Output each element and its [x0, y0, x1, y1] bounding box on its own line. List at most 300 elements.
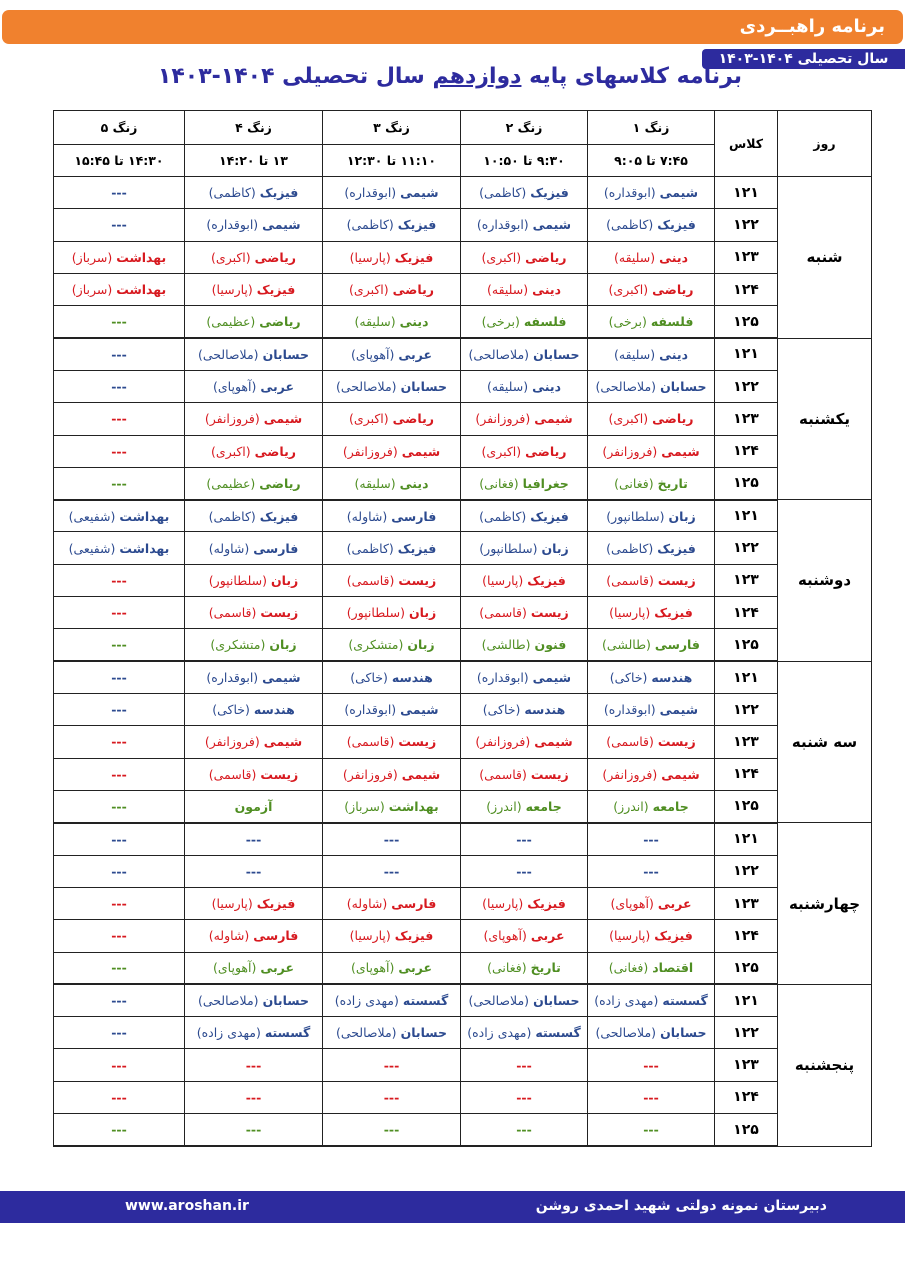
subject-name: شیمی [262, 217, 301, 233]
teacher-name: (آهوپای) [610, 896, 654, 912]
class-number: ۱۲۵ [715, 467, 778, 499]
subject-name: شیمی [262, 670, 301, 686]
teacher-name: (کاظمی) [208, 185, 256, 201]
class-number: ۱۲۳ [715, 403, 778, 435]
subject-name: --- [516, 1122, 532, 1138]
teacher-name: (ملاصالحی) [595, 1025, 657, 1041]
subject-name: --- [111, 185, 127, 201]
lesson-cell [185, 564, 323, 596]
teacher-name: (ملاصالحی) [197, 993, 259, 1009]
header-time-2: ۹:۳۰ تا ۱۰:۵۰ [461, 145, 588, 177]
teacher-name: (سلطانپور) [606, 508, 665, 524]
lesson-cell [54, 1049, 185, 1081]
lesson-cell [54, 564, 185, 596]
table-row [54, 306, 872, 338]
lesson-cell [588, 823, 715, 855]
header-bell-3: زنگ ۳ [323, 111, 461, 145]
lesson-cell [185, 855, 323, 887]
teacher-name: (قاسمی) [208, 766, 257, 782]
lesson-cell [461, 597, 588, 629]
teacher-name: (قاسمی) [479, 766, 527, 782]
lesson-cell [323, 435, 461, 467]
table-row [54, 629, 872, 661]
teacher-name: (متشکری) [210, 637, 266, 653]
subject-name: --- [643, 863, 659, 879]
teacher-name: (ابوقداره) [344, 702, 397, 718]
lesson-cell [185, 177, 323, 209]
lesson-cell [461, 435, 588, 467]
subject-name: فیزیک [530, 508, 569, 524]
teacher-name: (کاظمی) [346, 217, 394, 233]
teacher-name: (پارسیا) [482, 896, 524, 912]
subject-name: --- [111, 928, 127, 944]
class-number: ۱۲۱ [715, 500, 778, 532]
teacher-name: (ملاصالحی) [468, 346, 530, 362]
subject-name: --- [111, 346, 127, 362]
lesson-cell [588, 855, 715, 887]
teacher-name: (اکبری) [608, 411, 649, 427]
table-row [54, 823, 872, 855]
subject-name: --- [111, 993, 127, 1009]
lesson-cell [461, 855, 588, 887]
subject-name: --- [383, 1057, 400, 1073]
subject-name: فارسی [391, 896, 437, 912]
class-number: ۱۲۱ [715, 338, 778, 370]
lesson-cell [185, 1081, 323, 1113]
teacher-name: (شاوله) [208, 540, 250, 556]
subject-name: دینی [659, 346, 688, 362]
teacher-name: (فغانی) [479, 475, 519, 491]
subject-name: دینی [399, 475, 429, 491]
teacher-name: (پارسیا) [349, 928, 391, 944]
teacher-name: (خاکی) [609, 670, 648, 686]
lesson-cell [54, 241, 185, 273]
table-row [54, 241, 872, 273]
table-row [54, 887, 872, 919]
table-row [54, 920, 872, 952]
subject-name: زبان [270, 572, 299, 588]
lesson-cell [54, 758, 185, 790]
table-row [54, 209, 872, 241]
teacher-name: (قاسمی) [606, 734, 654, 750]
lesson-cell [323, 629, 461, 661]
teacher-name: (برخی) [608, 314, 647, 330]
class-number: ۱۲۵ [715, 790, 778, 822]
year-tag: سال تحصیلی ۱۴۰۴-۱۴۰۳ [702, 49, 905, 69]
teacher-name: (قاسمی) [606, 572, 654, 588]
day-label: دوشنبه [778, 500, 872, 662]
table-row [54, 758, 872, 790]
subject-name: بهداشت [119, 540, 170, 556]
subject-name: --- [245, 831, 262, 847]
subject-name: --- [111, 475, 127, 491]
teacher-name: (فروزانفر) [475, 734, 531, 750]
subject-name: عربی [530, 928, 565, 944]
subject-name: دینی [399, 314, 429, 330]
class-number: ۱۲۱ [715, 177, 778, 209]
lesson-cell [54, 500, 185, 532]
teacher-name: (آهوپای) [351, 346, 395, 362]
subject-name: فیزیک [657, 217, 696, 233]
subject-name: فیزیک [394, 249, 434, 265]
lesson-cell [185, 273, 323, 305]
table-row [54, 564, 872, 596]
teacher-name: (خاکی) [212, 702, 250, 718]
lesson-cell [461, 532, 588, 564]
subject-name: فلسفه [523, 314, 567, 330]
teacher-name: (طالشی) [602, 637, 651, 653]
teacher-name: (ملاصالحی) [197, 346, 259, 362]
day-label: چهارشنبه [778, 823, 872, 985]
lesson-cell [461, 887, 588, 919]
lesson-cell [588, 1114, 715, 1146]
class-number: ۱۲۵ [715, 952, 778, 984]
lesson-cell [323, 273, 461, 305]
lesson-cell [54, 1081, 185, 1113]
subject-name: زبان [668, 508, 696, 524]
lesson-cell [54, 1114, 185, 1146]
subject-name: فیزیک [394, 928, 434, 944]
teacher-name: (سلطانپور) [479, 540, 538, 556]
lesson-cell [588, 403, 715, 435]
lesson-cell [323, 403, 461, 435]
subject-name: فارسی [654, 637, 700, 653]
subject-name: بهداشت [119, 508, 170, 524]
subject-name: حسابان [400, 1025, 448, 1041]
website-link[interactable]: www.aroshan.ir [125, 1198, 249, 1214]
lesson-cell [461, 306, 588, 338]
lesson-cell [185, 661, 323, 693]
table-row [54, 726, 872, 758]
subject-name: زیست [657, 572, 696, 588]
table-row [54, 177, 872, 209]
class-number: ۱۲۲ [715, 532, 778, 564]
teacher-name: (ابوقداره) [476, 217, 529, 233]
teacher-name: (فغانی) [487, 960, 527, 976]
subject-name: فارسی [253, 928, 299, 944]
subject-name: حسابان [660, 1025, 707, 1041]
subject-name: ریاضی [254, 443, 296, 459]
subject-name: عربی [260, 960, 294, 976]
subject-name: شیمی [659, 185, 699, 201]
teacher-name: (فروزانفر) [342, 766, 398, 782]
subject-name: --- [111, 1025, 127, 1041]
lesson-cell [54, 855, 185, 887]
lesson-cell [185, 500, 323, 532]
lesson-cell [185, 952, 323, 984]
lesson-cell [588, 435, 715, 467]
class-number: ۱۲۳ [715, 241, 778, 273]
subject-name: فیزیک [397, 217, 437, 233]
header-bell-1: زنگ ۱ [588, 111, 715, 145]
class-number: ۱۲۱ [715, 823, 778, 855]
lesson-cell [588, 564, 715, 596]
lesson-cell [54, 1017, 185, 1049]
subject-name: --- [111, 637, 127, 653]
table-row [54, 855, 872, 887]
teacher-name: (طالشی) [481, 637, 531, 653]
teacher-name: (سلطانپور) [208, 572, 267, 588]
lesson-cell [588, 306, 715, 338]
table-row [54, 467, 872, 499]
teacher-name: (اکبری) [349, 411, 389, 427]
subject-name: عربی [260, 379, 294, 395]
teacher-name: (مهدی زاده) [467, 1025, 532, 1041]
lesson-cell [185, 758, 323, 790]
lesson-cell [323, 177, 461, 209]
subject-name: --- [245, 1122, 262, 1138]
teacher-name: (ملاصالحی) [595, 379, 657, 395]
teacher-name: (سلیقه) [613, 249, 656, 265]
lesson-cell [54, 306, 185, 338]
lesson-cell [461, 984, 588, 1016]
lesson-cell [461, 790, 588, 822]
table-row [54, 273, 872, 305]
subject-name: هندسه [651, 670, 693, 686]
teacher-name: (اکبری) [211, 443, 251, 459]
title-pre: برنامه کلاسهای پایه [521, 64, 743, 89]
subject-name: هندسه [391, 670, 433, 686]
lesson-cell [54, 435, 185, 467]
table-row [54, 1017, 872, 1049]
subject-name: ریاضی [254, 249, 296, 265]
lesson-cell [461, 241, 588, 273]
subject-name: شیمی [401, 443, 441, 459]
lesson-cell [588, 758, 715, 790]
class-number: ۱۲۳ [715, 564, 778, 596]
lesson-cell [461, 1049, 588, 1081]
subject-name: --- [111, 379, 127, 395]
subject-name: --- [516, 1089, 532, 1105]
subject-name: --- [111, 572, 127, 588]
teacher-name: (مهدی زاده) [594, 993, 659, 1009]
teacher-name: (برخی) [481, 314, 520, 330]
subject-name: حسابان [400, 379, 448, 395]
subject-name: --- [111, 1057, 127, 1073]
teacher-name: (سرباز) [71, 249, 113, 265]
lesson-cell [54, 209, 185, 241]
subject-name: --- [111, 670, 127, 686]
teacher-name: (کاظمی) [346, 540, 394, 556]
subject-name: زیست [398, 572, 437, 588]
teacher-name: (کاظمی) [479, 508, 527, 524]
lesson-cell [588, 887, 715, 919]
subject-name: --- [383, 1122, 400, 1138]
lesson-cell [461, 920, 588, 952]
lesson-cell [323, 694, 461, 726]
class-number: ۱۲۴ [715, 920, 778, 952]
subject-name: --- [383, 1089, 400, 1105]
table-row [54, 984, 872, 1016]
subject-name: زبان [269, 637, 297, 653]
lesson-cell [323, 855, 461, 887]
lesson-cell [588, 532, 715, 564]
teacher-name: (اکبری) [481, 443, 522, 459]
subject-name: --- [111, 1089, 127, 1105]
teacher-name: (پارسیا) [211, 896, 253, 912]
school-name: دبیرستان نمونه دولتی شهید احمدی روشن [535, 1198, 827, 1214]
footer-bar [0, 1191, 905, 1223]
header-time-5: ۱۴:۳۰ تا ۱۵:۴۵ [54, 145, 185, 177]
teacher-name: (آهوپای) [483, 928, 527, 944]
teacher-name: (قاسمی) [208, 605, 257, 621]
lesson-cell [588, 726, 715, 758]
lesson-cell [54, 952, 185, 984]
class-number: ۱۲۵ [715, 306, 778, 338]
table-row [54, 532, 872, 564]
lesson-cell [54, 984, 185, 1016]
subject-name: دینی [532, 282, 561, 298]
subject-name: گسسته [662, 993, 708, 1009]
subject-name: ریاضی [525, 443, 567, 459]
lesson-cell [323, 597, 461, 629]
lesson-cell [185, 694, 323, 726]
header-time-4: ۱۳ تا ۱۴:۲۰ [185, 145, 323, 177]
subject-name: حسابان [533, 346, 580, 362]
lesson-cell [185, 209, 323, 241]
lesson-cell [323, 1114, 461, 1146]
class-number: ۱۲۲ [715, 1017, 778, 1049]
subject-name: --- [643, 1057, 659, 1073]
subject-name: گسسته [402, 993, 449, 1009]
lesson-cell [588, 984, 715, 1016]
lesson-cell [323, 952, 461, 984]
teacher-name: (مهدی زاده) [196, 1025, 261, 1041]
lesson-cell [323, 500, 461, 532]
day-label: سه شنبه [778, 661, 872, 823]
lesson-cell [185, 241, 323, 273]
subject-name: --- [111, 863, 127, 879]
subject-name: --- [516, 863, 532, 879]
subject-name: --- [245, 1089, 262, 1105]
lesson-cell [54, 532, 185, 564]
subject-name: حسابان [262, 993, 310, 1009]
subject-name: ریاضی [652, 282, 694, 298]
subject-name: زیست [260, 605, 299, 621]
teacher-name: (کاظمی) [208, 508, 256, 524]
lesson-cell [588, 597, 715, 629]
subject-name: شیمی [400, 702, 439, 718]
teacher-name: (اندرز) [613, 798, 649, 814]
lesson-cell [461, 1017, 588, 1049]
lesson-cell [185, 435, 323, 467]
lesson-cell [588, 694, 715, 726]
subject-name: --- [111, 443, 127, 459]
subject-name: شیمی [661, 766, 700, 782]
teacher-name: (کاظمی) [606, 540, 654, 556]
header-bell-2: زنگ ۲ [461, 111, 588, 145]
teacher-name: (سلیقه) [613, 346, 656, 362]
subject-name: تاریخ [530, 960, 561, 976]
subject-name: فیزیک [654, 605, 693, 621]
subject-name: --- [383, 863, 400, 879]
title-grade: دوازدهم [432, 64, 522, 89]
lesson-cell [588, 241, 715, 273]
lesson-cell [323, 1081, 461, 1113]
lesson-cell [323, 984, 461, 1016]
lesson-cell [461, 500, 588, 532]
lesson-cell [588, 1017, 715, 1049]
subject-name: زیست [530, 766, 569, 782]
subject-name: --- [111, 605, 127, 621]
subject-name: گسسته [535, 1025, 581, 1041]
lesson-cell [54, 177, 185, 209]
subject-name: --- [245, 1057, 262, 1073]
subject-name: زیست [398, 734, 437, 750]
lesson-cell [54, 467, 185, 499]
teacher-name: (فروزانفر) [602, 443, 658, 459]
class-number: ۱۲۴ [715, 758, 778, 790]
class-number: ۱۲۵ [715, 1114, 778, 1146]
top-banner [2, 10, 903, 44]
subject-name: فیزیک [256, 896, 296, 912]
lesson-cell [323, 758, 461, 790]
teacher-name: (آهوپای) [213, 379, 257, 395]
lesson-cell [323, 790, 461, 822]
lesson-cell [185, 370, 323, 402]
teacher-name: (آهوپای) [351, 960, 395, 976]
lesson-cell [185, 790, 323, 822]
lesson-cell [588, 629, 715, 661]
lesson-cell [461, 209, 588, 241]
lesson-cell [54, 920, 185, 952]
teacher-name: (خاکی) [482, 702, 521, 718]
lesson-cell [185, 306, 323, 338]
subject-name: --- [245, 863, 262, 879]
lesson-cell [588, 370, 715, 402]
teacher-name: (فروزانفر) [475, 411, 531, 427]
class-number: ۱۲۲ [715, 855, 778, 887]
lesson-cell [461, 467, 588, 499]
subject-name: آزمون [234, 798, 273, 814]
teacher-name: (شفیعی) [68, 508, 116, 524]
table-row [54, 597, 872, 629]
teacher-name: (قاسمی) [346, 734, 395, 750]
subject-name: زبان [408, 605, 437, 621]
lesson-cell [185, 823, 323, 855]
subject-name: فیزیک [657, 540, 696, 556]
lesson-cell [323, 241, 461, 273]
subject-name: عربی [657, 896, 692, 912]
class-number: ۱۲۱ [715, 984, 778, 1016]
lesson-cell [461, 177, 588, 209]
subject-name: شیمی [532, 217, 572, 233]
subject-name: --- [643, 831, 659, 847]
table-row [54, 500, 872, 532]
table-row [54, 790, 872, 822]
teacher-name: (اکبری) [608, 282, 649, 298]
teacher-name: (سلطانپور) [346, 605, 405, 621]
lesson-cell [54, 403, 185, 435]
lesson-cell [185, 532, 323, 564]
subject-name: فیزیک [527, 896, 566, 912]
teacher-name: (فروزانفر) [602, 766, 658, 782]
subject-name: گسسته [264, 1025, 311, 1041]
subject-name: شیمی [263, 734, 303, 750]
lesson-cell [54, 338, 185, 370]
subject-name: جغرافیا [522, 475, 569, 491]
subject-name: فیزیک [397, 540, 437, 556]
subject-name: ریاضی [525, 249, 567, 265]
teacher-name: (عظیمی) [206, 314, 256, 330]
day-label: یکشنبه [778, 338, 872, 500]
class-number: ۱۲۲ [715, 694, 778, 726]
lesson-cell [185, 467, 323, 499]
teacher-name: (ابوقداره) [344, 185, 397, 201]
teacher-name: (اکبری) [211, 249, 251, 265]
header-time-1: ۷:۴۵ تا ۹:۰۵ [588, 145, 715, 177]
subject-name: هندسه [253, 702, 295, 718]
